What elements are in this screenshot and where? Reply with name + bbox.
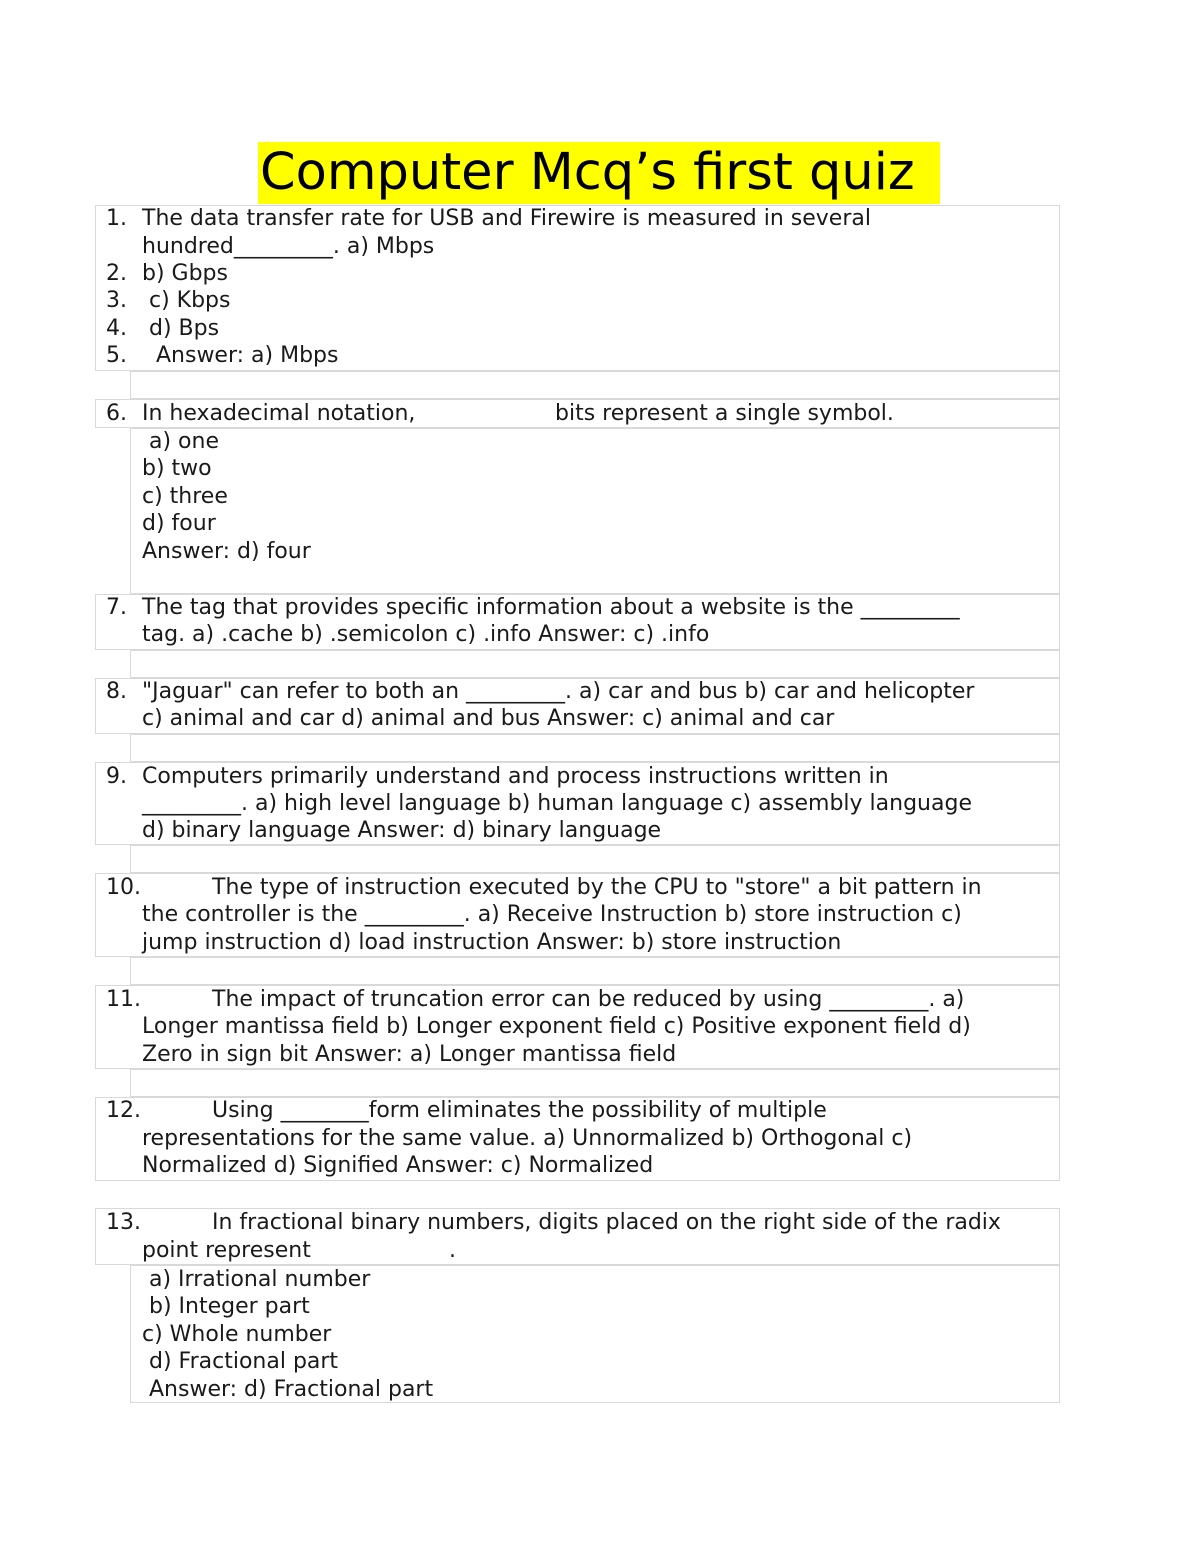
spacer-row: [130, 957, 1060, 985]
question-text-line: c) animal and car d) animal and bus Answer: c) animal and car: [142, 706, 835, 731]
question-text-line: the controller is the _________. a) Receive Instruction b) store instruction c): [142, 902, 962, 927]
question-text-line: Computers primarily understand and process instructions written in: [142, 764, 889, 789]
option-text: a) Irrational number: [142, 1267, 371, 1292]
option-text: a) one: [142, 429, 219, 454]
spacer-row: [130, 371, 1060, 399]
question-number: 8.: [106, 679, 127, 704]
document-title: Computer Mcq’s first quiz: [258, 142, 940, 204]
question-text-lead: In hexadecimal notation,: [142, 401, 416, 426]
options-box: [130, 428, 1060, 594]
list-number: 2.: [106, 261, 127, 286]
question-text-line: _________. a) high level language b) human language c) assembly language: [142, 791, 972, 816]
spacer-row: [130, 650, 1060, 678]
question-number: 11.: [106, 987, 141, 1012]
question-text-line: Normalized d) Signified Answer: c) Normalized: [142, 1153, 654, 1178]
question-text-tail: bits represent a single symbol.: [555, 401, 894, 426]
answer-text: Answer: d) four: [142, 539, 311, 564]
question-text-line: The impact of truncation error can be reduced by using _________. a): [212, 987, 965, 1012]
option-text: b) Integer part: [142, 1294, 310, 1319]
option-text: c) Whole number: [142, 1322, 332, 1347]
question-text-line: representations for the same value. a) Unnormalized b) Orthogonal c): [142, 1126, 913, 1151]
option-text: c) Kbps: [142, 288, 231, 313]
spacer-row: [130, 845, 1060, 873]
option-text: c) three: [142, 484, 228, 509]
question-text-line: Using ________form eliminates the possibility of multiple: [212, 1098, 827, 1123]
question-text-line: The data transfer rate for USB and Firewire is measured in several: [142, 206, 871, 231]
question-text-line: "Jaguar" can refer to both an _________. a) car and bus b) car and helicopter: [142, 679, 975, 704]
option-text: d) Fractional part: [142, 1349, 339, 1374]
question-number: 6.: [106, 401, 127, 426]
question-text-line: point represent: [142, 1238, 311, 1263]
list-number: 4.: [106, 316, 127, 341]
list-number: 5.: [106, 343, 127, 368]
question-number: 7.: [106, 595, 127, 620]
question-number: 12.: [106, 1098, 141, 1123]
question-number: 10.: [106, 875, 141, 900]
option-text: b) two: [142, 456, 212, 481]
question-text-line: tag. a) .cache b) .semicolon c) .info Answer: c) .info: [142, 622, 710, 647]
question-text-line: Longer mantissa field b) Longer exponent field c) Positive exponent field d): [142, 1014, 971, 1039]
question-text-line: jump instruction d) load instruction Answer: b) store instruction: [142, 930, 842, 955]
option-text: b) Gbps: [142, 261, 228, 286]
spacer-row: [130, 1069, 1060, 1097]
question-text-line: Zero in sign bit Answer: a) Longer mantissa field: [142, 1042, 677, 1067]
question-number: 13.: [106, 1210, 141, 1235]
question-text-line: d) binary language Answer: d) binary language: [142, 818, 662, 843]
option-text: d) four: [142, 511, 216, 536]
answer-text: Answer: d) Fractional part: [142, 1377, 434, 1402]
list-number: 3.: [106, 288, 127, 313]
question-text-line: hundred_________. a) Mbps: [142, 234, 435, 259]
question-text-period: .: [449, 1238, 456, 1263]
question-text-line: The type of instruction executed by the CPU to "store" a bit pattern in: [212, 875, 982, 900]
question-text-line: The tag that provides specific information about a website is the _________: [142, 595, 960, 620]
question-number: 9.: [106, 764, 127, 789]
answer-text: Answer: a) Mbps: [142, 343, 339, 368]
spacer-row: [130, 734, 1060, 762]
question-text-line: In fractional binary numbers, digits placed on the right side of the radix: [212, 1210, 1001, 1235]
option-text: d) Bps: [142, 316, 220, 341]
question-number: 1.: [106, 206, 127, 231]
